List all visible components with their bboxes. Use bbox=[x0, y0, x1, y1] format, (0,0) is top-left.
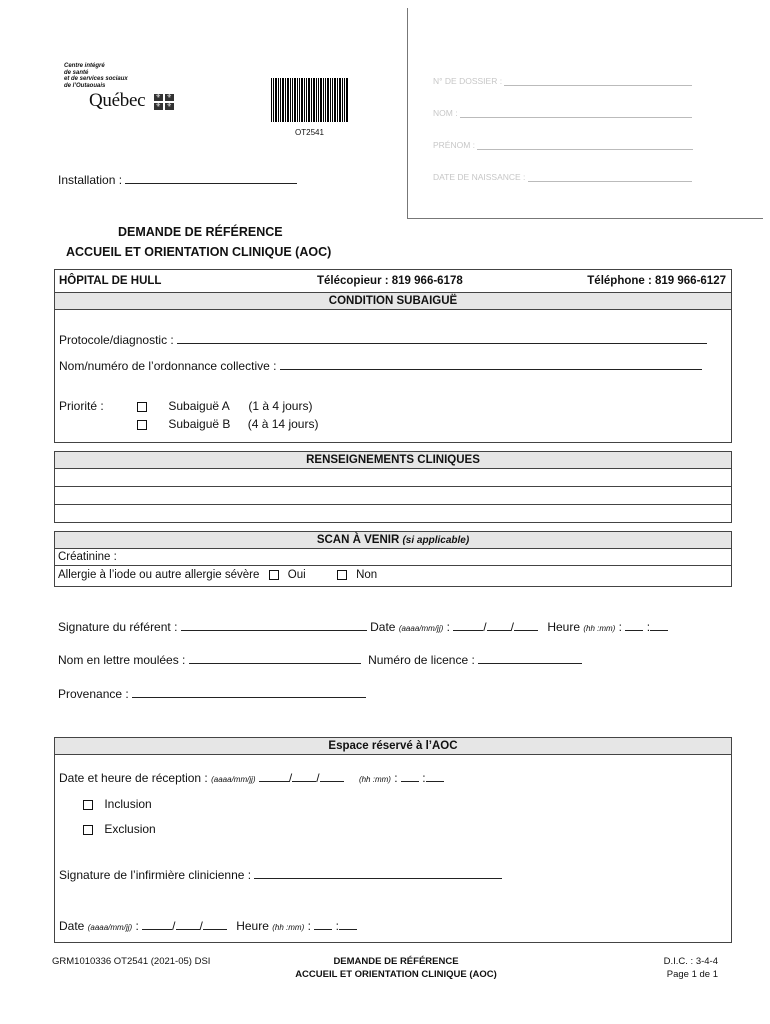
oui-checkbox[interactable] bbox=[269, 570, 279, 580]
aoc-day-field[interactable] bbox=[203, 920, 227, 930]
reception-row: Date et heure de réception : (aaaa/mm/jj) / / (hh :mm) : : bbox=[59, 771, 444, 785]
priorite-label: Priorité : bbox=[59, 399, 104, 413]
protocole-label: Protocole/diagnostic : bbox=[59, 333, 174, 347]
organization-logo bbox=[64, 63, 174, 112]
fleur-de-lis-flag-icon: ⚜ ⚜ ⚜ ⚜ bbox=[155, 93, 172, 109]
subaigue-b-label: Subaiguë B bbox=[168, 417, 231, 431]
exclusion-option[interactable] bbox=[83, 822, 156, 836]
subaigue-b-days: (4 à 14 jours) bbox=[247, 417, 319, 431]
subaigue-a-days: (1 à 4 jours) bbox=[248, 399, 313, 413]
renseignements-row[interactable] bbox=[55, 487, 731, 505]
footer-code: GRM1010336 OT2541 (2021-05) DSI bbox=[52, 956, 211, 967]
reception-day-field[interactable] bbox=[320, 772, 344, 782]
aoc-date-row: Date (aaaa/mm/jj) : / / Heure (hh :mm) : : bbox=[59, 919, 357, 933]
priority-option-b[interactable] bbox=[137, 417, 318, 431]
licence-field[interactable] bbox=[478, 654, 582, 664]
signature-infirmiere-label: Signature de l’infirmière clinicienne : bbox=[59, 868, 252, 882]
heure-hh-field[interactable] bbox=[625, 621, 643, 631]
reception-month-field[interactable] bbox=[292, 772, 316, 782]
aoc-hh-field[interactable] bbox=[314, 920, 332, 930]
hospital-name: HÔPITAL DE HULL bbox=[59, 275, 162, 287]
nom-label: NOM : bbox=[433, 108, 458, 118]
logo-line: Centre intégré bbox=[64, 63, 105, 69]
logo-line: de l’Outaouais bbox=[64, 82, 106, 89]
footer-page: Page 1 de 1 bbox=[666, 969, 718, 980]
scan-title: SCAN À VENIR bbox=[316, 534, 400, 546]
aoc-heure-format: (hh :mm) bbox=[272, 923, 305, 932]
subaigue-a-label: Subaiguë A bbox=[168, 399, 230, 413]
renseignements-header: RENSEIGNEMENTS CLINIQUES bbox=[55, 452, 731, 469]
allergie-row bbox=[55, 566, 731, 584]
hospital-row bbox=[55, 270, 731, 293]
priority-option-a[interactable] bbox=[137, 399, 312, 413]
allergie-label: Allergie à l’iode ou autre allergie sévère bbox=[58, 569, 260, 581]
subaigue-b-checkbox[interactable] bbox=[137, 420, 147, 430]
nom-moulees-label: Nom en lettre moulées : bbox=[58, 653, 186, 667]
quebec-brand: Québec bbox=[89, 90, 146, 111]
hospital-fax: Télécopieur : 819 966-6178 bbox=[317, 275, 463, 287]
scan-section bbox=[54, 531, 732, 587]
aoc-date-label: Date bbox=[59, 919, 85, 933]
referent-name-row bbox=[58, 653, 582, 667]
date-format: (aaaa/mm/jj) bbox=[398, 624, 444, 633]
signature-infirmiere-field[interactable] bbox=[59, 868, 502, 882]
footer-title bbox=[286, 956, 506, 980]
naissance-label: DATE DE NAISSANCE : bbox=[433, 172, 526, 182]
barcode-icon bbox=[271, 78, 348, 122]
reception-mm-field[interactable] bbox=[426, 772, 444, 782]
non-checkbox[interactable] bbox=[337, 570, 347, 580]
aoc-header: Espace réservé à l’AOC bbox=[55, 738, 731, 755]
renseignements-row[interactable] bbox=[55, 469, 731, 487]
installation-field[interactable] bbox=[58, 173, 297, 187]
inclusion-label: Inclusion bbox=[104, 797, 152, 811]
installation-label: Installation : bbox=[58, 173, 123, 187]
oui-label: Oui bbox=[287, 569, 306, 581]
heure-mm-field[interactable] bbox=[650, 621, 668, 631]
reception-year-field[interactable] bbox=[259, 772, 289, 782]
footer-title-line2: ACCUEIL ET ORIENTATION CLINIQUE (AOC) bbox=[295, 969, 497, 980]
aoc-mm-field[interactable] bbox=[339, 920, 357, 930]
logo-line: de santé bbox=[64, 69, 89, 76]
inclusion-checkbox[interactable] bbox=[83, 800, 93, 810]
footer-dic: D.I.C. : 3-4-4 bbox=[663, 956, 718, 967]
condition-section bbox=[54, 269, 732, 443]
provenance-field[interactable] bbox=[58, 687, 366, 701]
logo-line: et de services sociaux bbox=[64, 76, 128, 82]
patient-id-box bbox=[407, 8, 763, 219]
creatinine-label: Créatinine : bbox=[58, 551, 117, 563]
signature-referent-field[interactable] bbox=[181, 621, 367, 631]
ordonnance-field[interactable] bbox=[59, 359, 702, 373]
non-label: Non bbox=[356, 569, 378, 581]
reception-label: Date et heure de réception : bbox=[59, 771, 208, 785]
condition-header: CONDITION SUBAIGUË bbox=[55, 293, 731, 310]
hospital-phone: Téléphone : 819 966-6127 bbox=[587, 275, 726, 287]
scan-note: (si applicable) bbox=[402, 535, 470, 546]
date-month-field[interactable] bbox=[487, 621, 511, 631]
creatinine-field[interactable] bbox=[55, 549, 731, 566]
reception-date-format: (aaaa/mm/jj) bbox=[211, 775, 256, 784]
aoc-heure-label: Heure bbox=[236, 919, 269, 933]
prenom-field[interactable] bbox=[433, 140, 693, 150]
referent-signature-row: Signature du référent : Date (aaaa/mm/jj) : / / Heure (hh :mm) : : bbox=[58, 620, 668, 634]
exclusion-checkbox[interactable] bbox=[83, 825, 93, 835]
footer-title-line1: DEMANDE DE RÉFÉRENCE bbox=[333, 956, 459, 967]
licence-label: Numéro de licence : bbox=[368, 653, 475, 667]
protocole-field[interactable] bbox=[59, 333, 707, 347]
renseignements-section bbox=[54, 451, 732, 523]
dossier-label: N° DE DOSSIER : bbox=[433, 76, 503, 86]
date-day-field[interactable] bbox=[514, 621, 538, 631]
aoc-year-field[interactable] bbox=[142, 920, 172, 930]
subaigue-a-checkbox[interactable] bbox=[137, 402, 147, 412]
nom-moulees-field[interactable] bbox=[189, 654, 361, 664]
reception-heure-format: (hh :mm) bbox=[358, 775, 391, 784]
aoc-section bbox=[54, 737, 732, 943]
heure-format: (hh :mm) bbox=[583, 624, 616, 633]
provenance-label: Provenance : bbox=[58, 687, 129, 701]
date-year-field[interactable] bbox=[453, 621, 483, 631]
heure-label: Heure bbox=[547, 620, 580, 634]
date-label: Date bbox=[370, 620, 396, 634]
aoc-date-format: (aaaa/mm/jj) bbox=[87, 923, 133, 932]
nom-field[interactable] bbox=[433, 108, 692, 118]
form-title-line1: DEMANDE DE RÉFÉRENCE bbox=[118, 225, 283, 239]
ordonnance-label: Nom/numéro de l’ordonnance collective : bbox=[59, 359, 277, 373]
form-title-line2: ACCUEIL ET ORIENTATION CLINIQUE (AOC) bbox=[66, 245, 332, 259]
dossier-field[interactable] bbox=[433, 76, 692, 86]
signature-referent-label: Signature du référent : bbox=[58, 620, 178, 634]
scan-header bbox=[55, 532, 731, 549]
reception-hh-field[interactable] bbox=[401, 772, 419, 782]
prenom-label: PRÉNOM : bbox=[433, 140, 476, 150]
barcode-code: OT2541 bbox=[295, 128, 324, 137]
aoc-month-field[interactable] bbox=[176, 920, 200, 930]
footer-right bbox=[664, 956, 718, 980]
barcode bbox=[271, 78, 348, 137]
naissance-field[interactable] bbox=[433, 172, 692, 182]
inclusion-option[interactable] bbox=[83, 797, 152, 811]
exclusion-label: Exclusion bbox=[104, 822, 156, 836]
